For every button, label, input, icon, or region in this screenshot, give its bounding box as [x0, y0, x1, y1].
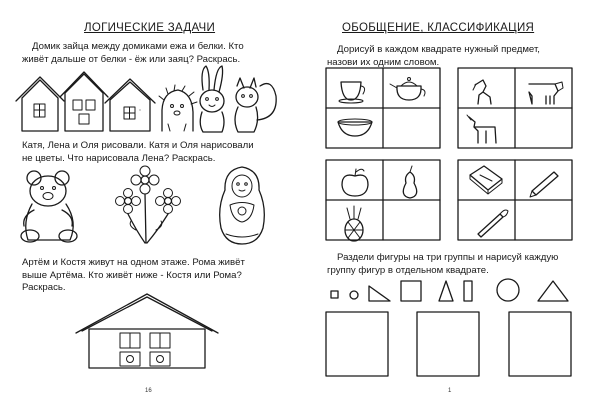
matryoshka-icon — [220, 167, 265, 244]
task-1-line-2: назови их одним словом. — [327, 56, 440, 68]
task-1-line-1: Домик зайца между домиками ежа и белки. Кто — [32, 41, 244, 52]
rectangle — [464, 281, 472, 301]
task-2-line-1: Катя, Лена и Оля рисовали. Катя и Оля нарисовали — [22, 140, 254, 151]
answer-square-2 — [417, 312, 479, 376]
task-2-line-2: группу фигур в отдельном квадрате. — [327, 264, 489, 276]
teddy-bear-icon — [21, 171, 77, 242]
page-title: ОБОБЩЕНИЕ, КЛАССИФИКАЦИЯ — [342, 22, 535, 34]
flowers-icon — [116, 166, 181, 243]
apple-icon — [342, 169, 368, 196]
grid-fruits — [326, 160, 440, 241]
pencil-icon — [530, 172, 558, 197]
medium-square — [401, 281, 421, 301]
book-icon — [470, 166, 502, 194]
small-circle — [350, 291, 358, 299]
task-3-line-2: выше Артёма. Кто живёт ниже - Костя или Рома? — [22, 269, 242, 281]
pear-icon — [403, 166, 416, 198]
shapes-exercise — [300, 0, 600, 140]
task-2-line-1: Раздели фигуры на три группы и нарисуй каждую — [337, 252, 559, 263]
task-1-line-2: живёт дальше от белки - ёж или заяц? Раскрась. — [22, 53, 241, 65]
page-title: ЛОГИЧЕСКИЕ ЗАДАЧИ — [84, 22, 216, 34]
task-3-line-1: Артём и Костя живут на одном этаже. Рома живёт — [22, 257, 245, 268]
pineapple-icon — [345, 206, 363, 241]
page-number: 1 — [448, 388, 452, 394]
shapes-row — [331, 279, 568, 301]
page-number: 16 — [145, 388, 152, 394]
task-3-text — [22, 257, 284, 295]
wide-triangle — [538, 281, 568, 301]
task-1-line-1: Дорисуй в каждом квадрате нужный предмет, — [337, 44, 540, 55]
grid-stationery — [458, 160, 572, 240]
task-3-line-3: Раскрась. — [22, 282, 66, 293]
brush-icon — [478, 210, 508, 237]
answer-square-1 — [326, 312, 388, 376]
task-2-text — [22, 140, 284, 165]
answer-square-3 — [509, 312, 571, 376]
large-circle — [497, 279, 519, 301]
task-2-line-2: не цветы. Что нарисовала Лена? Раскрась. — [22, 152, 216, 164]
small-square — [331, 291, 338, 298]
tall-triangle — [439, 281, 453, 301]
apartment-house-illustration — [0, 0, 300, 100]
right-page — [300, 0, 600, 417]
task-2-text — [327, 252, 589, 277]
right-triangle — [369, 286, 390, 301]
